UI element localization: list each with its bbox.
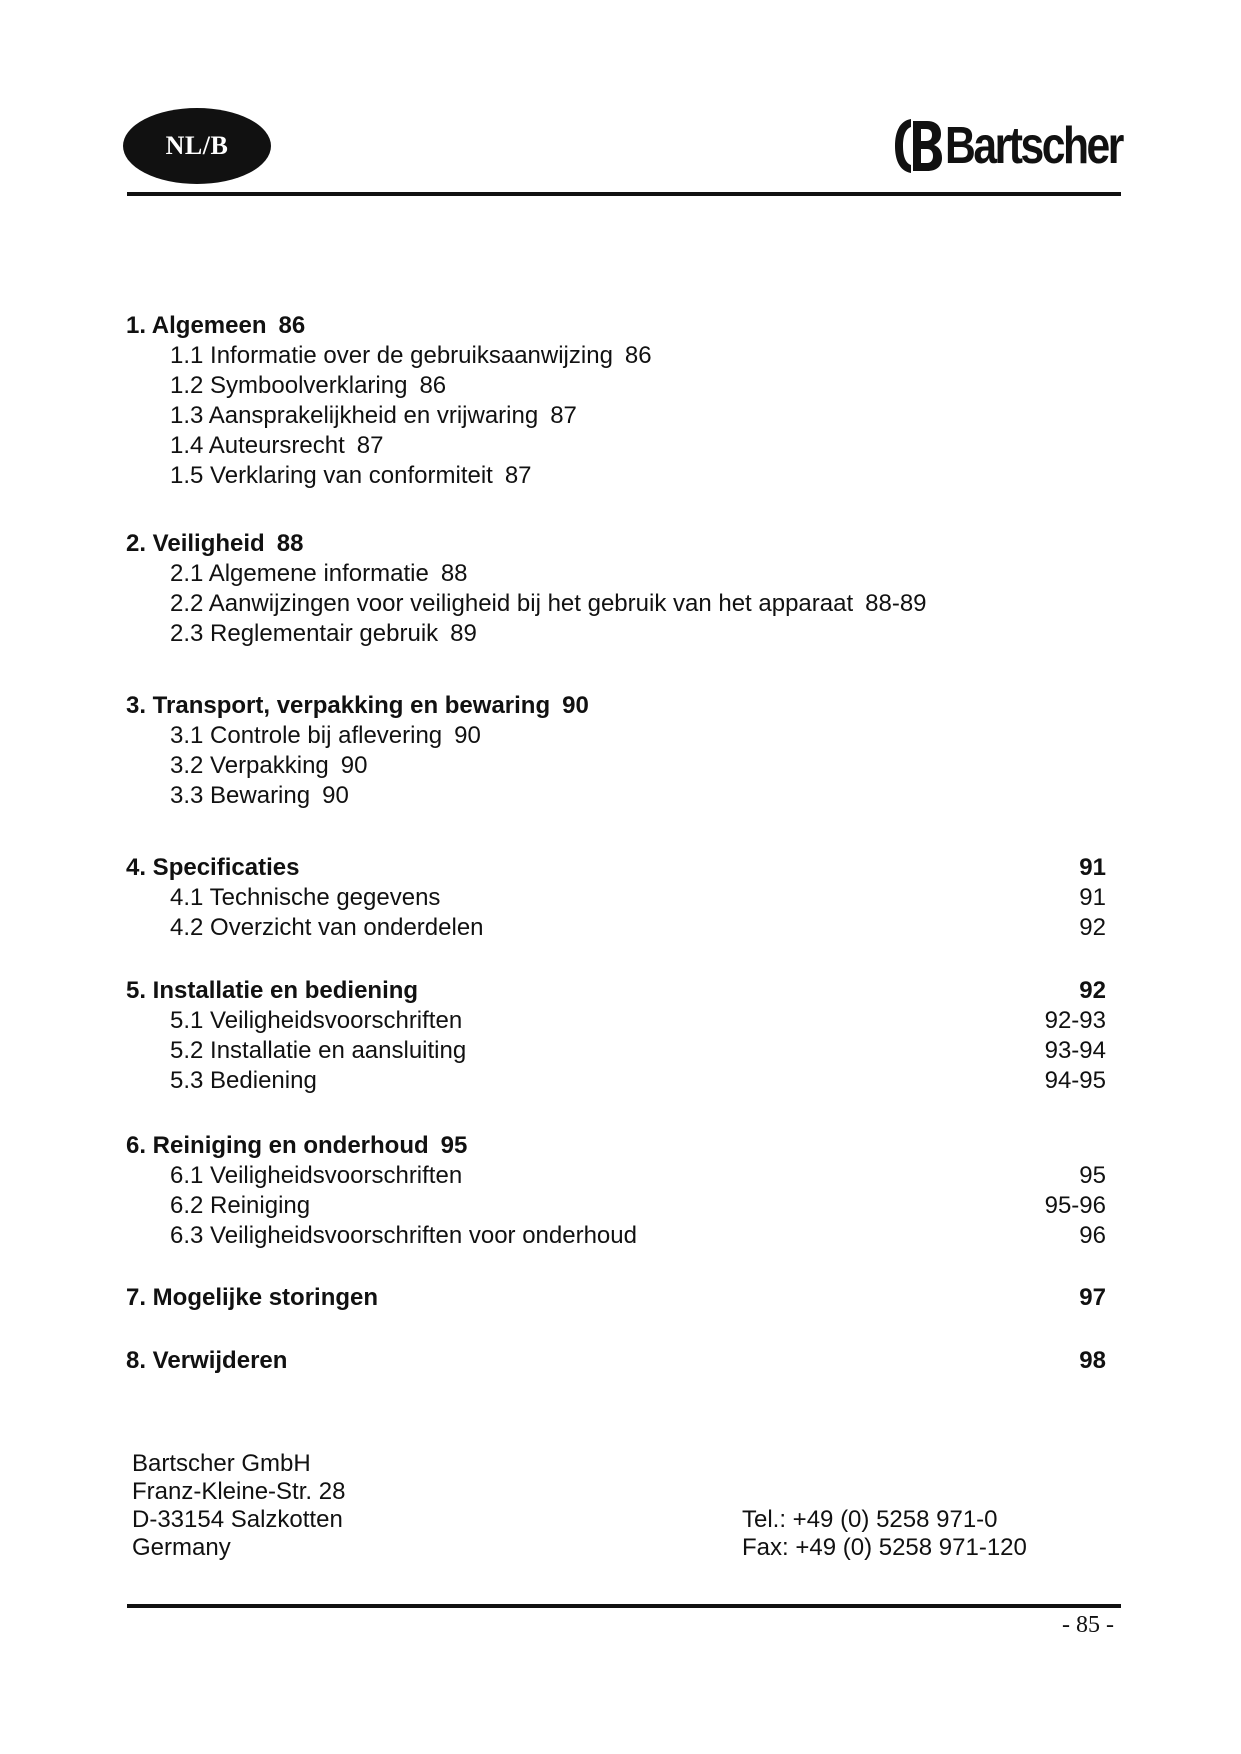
- toc-entry-page: 87: [356, 432, 384, 459]
- toc-entry-title: 1.5 Verklaring van conformiteit: [170, 462, 493, 489]
- brand-logo: [893, 110, 1161, 182]
- toc-entry-page: 88-89: [865, 590, 927, 617]
- toc-entry-page: 92-93: [1044, 1007, 1106, 1034]
- toc-entry-title: 3.1 Controle bij aflevering: [170, 722, 443, 749]
- page-header: [0, 0, 1241, 200]
- toc-entry-main[interactable]: [126, 528, 1106, 559]
- toc-entry-title: 5.3 Bediening: [170, 1067, 317, 1094]
- toc-entry-main[interactable]: [126, 1282, 1106, 1313]
- toc-entry-main[interactable]: [126, 690, 1106, 721]
- toc-entry-title: 1.3 Aansprakelijkheid en vrijwaring: [170, 402, 539, 429]
- toc-entry-sub[interactable]: [126, 1160, 1106, 1191]
- toc-section: [126, 1345, 1106, 1376]
- toc-entry-sub[interactable]: [126, 558, 1106, 589]
- toc-entry-sub[interactable]: [126, 1005, 1106, 1036]
- toc-entry-page: 86: [419, 372, 447, 399]
- toc-entry-title: 7. Mogelijke storingen: [126, 1284, 379, 1311]
- toc-entry-title: 1. Algemeen: [126, 312, 267, 339]
- header-divider: [127, 192, 1121, 196]
- contact-block: [742, 1506, 1027, 1562]
- address-line: Bartscher GmbH: [132, 1450, 311, 1477]
- toc-entry-page: 87: [550, 402, 577, 429]
- toc-entry-title: 2.2 Aanwijzingen voor veiligheid bij het gebruik van het apparaat: [170, 590, 854, 617]
- toc-entry-sub[interactable]: [126, 1035, 1106, 1066]
- toc-entry-main[interactable]: [126, 310, 1106, 341]
- toc-entry-page: 86: [624, 342, 652, 369]
- page-number: - 85 -: [1062, 1612, 1114, 1638]
- toc-entry-page: 88: [440, 560, 468, 587]
- toc-entry-sub[interactable]: [126, 1190, 1106, 1221]
- toc-entry-page: 95-96: [1044, 1192, 1106, 1219]
- toc-entry-sub[interactable]: [126, 588, 1106, 619]
- toc-entry-page: 92: [1079, 977, 1106, 1004]
- toc-entry-title: 2.3 Reglementair gebruik: [170, 620, 439, 647]
- toc-entry-title: 3.3 Bewaring: [170, 782, 311, 809]
- address-line: D-33154 Salzkotten: [132, 1506, 343, 1533]
- toc-entry-page: 90: [454, 722, 481, 749]
- toc-entry-page: 90: [340, 752, 368, 779]
- toc-entry-page: 87: [504, 462, 532, 489]
- toc-entry-sub[interactable]: [126, 618, 1106, 649]
- toc-entry-title: 3.2 Verpakking: [170, 752, 329, 779]
- toc-entry-page: 89: [450, 620, 477, 647]
- toc-entry-main[interactable]: [126, 975, 1106, 1006]
- toc-entry-page: 90: [562, 692, 589, 719]
- toc-entry-title: 3. Transport, verpakking en bewaring: [126, 692, 551, 719]
- toc-section: [126, 690, 1106, 809]
- footer-divider: [127, 1604, 1121, 1608]
- toc-entry-main[interactable]: [126, 1345, 1106, 1376]
- toc-entry-page: 91: [1079, 854, 1106, 881]
- toc-entry-sub[interactable]: [126, 780, 1106, 811]
- toc-entry-page: 96: [1079, 1222, 1106, 1249]
- toc-entry-page: 91: [1079, 884, 1106, 911]
- toc-entry-sub[interactable]: [126, 882, 1106, 913]
- toc-entry-page: 95: [440, 1132, 468, 1159]
- toc-entry-sub[interactable]: [126, 750, 1106, 781]
- toc-entry-sub[interactable]: [126, 430, 1106, 461]
- toc-entry-sub[interactable]: [126, 340, 1106, 371]
- toc-section: [126, 1282, 1106, 1313]
- toc-entry-sub[interactable]: [126, 1065, 1106, 1096]
- toc-section: [126, 1130, 1106, 1249]
- toc-entry-title: 1.1 Informatie over de gebruiksaanwijzing: [170, 342, 613, 369]
- toc-entry-main[interactable]: [126, 1130, 1106, 1161]
- toc-entry-sub[interactable]: [126, 370, 1106, 401]
- toc-section: [126, 528, 1106, 647]
- toc-entry-page: 98: [1079, 1347, 1106, 1374]
- toc-entry-page: 90: [322, 782, 349, 809]
- toc-entry-page: 97: [1079, 1284, 1106, 1311]
- toc-entry-title: 5. Installatie en bediening: [126, 977, 419, 1004]
- toc-section: [126, 852, 1106, 941]
- toc-entry-title: 4.2 Overzicht van onderdelen: [170, 914, 484, 941]
- toc-entry-page: 95: [1079, 1162, 1106, 1189]
- toc-section: [126, 310, 1106, 489]
- toc-entry-sub[interactable]: [126, 400, 1106, 431]
- toc-entry-title: 5.1 Veiligheidsvoorschriften: [170, 1007, 463, 1034]
- toc-entry-sub[interactable]: [126, 1220, 1106, 1251]
- toc-section: [126, 975, 1106, 1094]
- toc-entry-title: 8. Verwijderen: [126, 1347, 288, 1374]
- fax-line: Fax: +49 (0) 5258 971-120: [742, 1534, 1027, 1561]
- toc-entry-title: 2. Veiligheid: [126, 530, 265, 557]
- toc-entry-page: 93-94: [1044, 1037, 1106, 1064]
- toc-entry-page: 88: [276, 530, 304, 557]
- brand-mark-icon: [893, 115, 943, 177]
- toc-entry-sub[interactable]: [126, 460, 1106, 491]
- toc-entry-title: 1.4 Auteursrecht: [170, 432, 345, 459]
- toc-entry-page: 92: [1079, 914, 1106, 941]
- language-badge: NL/B: [123, 108, 271, 184]
- toc-entry-title: 1.2 Symboolverklaring: [170, 372, 408, 399]
- toc-entry-title: 2.1 Algemene informatie: [170, 560, 429, 587]
- toc-entry-title: 4.1 Technische gegevens: [170, 884, 441, 911]
- toc-entry-title: 6.2 Reiniging: [170, 1192, 311, 1219]
- toc-entry-page: 86: [278, 312, 306, 339]
- toc-entry-title: 6. Reiniging en onderhoud: [126, 1132, 429, 1159]
- brand-logo-text: Bartscher: [945, 117, 1122, 175]
- toc-entry-main[interactable]: [126, 852, 1106, 883]
- toc-entry-title: 6.3 Veiligheidsvoorschriften voor onderhoud: [170, 1222, 637, 1249]
- toc-entry-sub[interactable]: [126, 720, 1106, 751]
- toc-entry-title: 4. Specificaties: [126, 854, 300, 881]
- address-block: [132, 1450, 345, 1562]
- address-line: Germany: [132, 1534, 231, 1561]
- toc-entry-title: 6.1 Veiligheidsvoorschriften: [170, 1162, 463, 1189]
- toc-entry-page: 94-95: [1044, 1067, 1106, 1094]
- toc-entry-sub[interactable]: [126, 912, 1106, 943]
- phone-line: Tel.: +49 (0) 5258 971-0: [742, 1506, 998, 1533]
- toc-entry-title: 5.2 Installatie en aansluiting: [170, 1037, 467, 1064]
- address-line: Franz-Kleine-Str. 28: [132, 1478, 346, 1505]
